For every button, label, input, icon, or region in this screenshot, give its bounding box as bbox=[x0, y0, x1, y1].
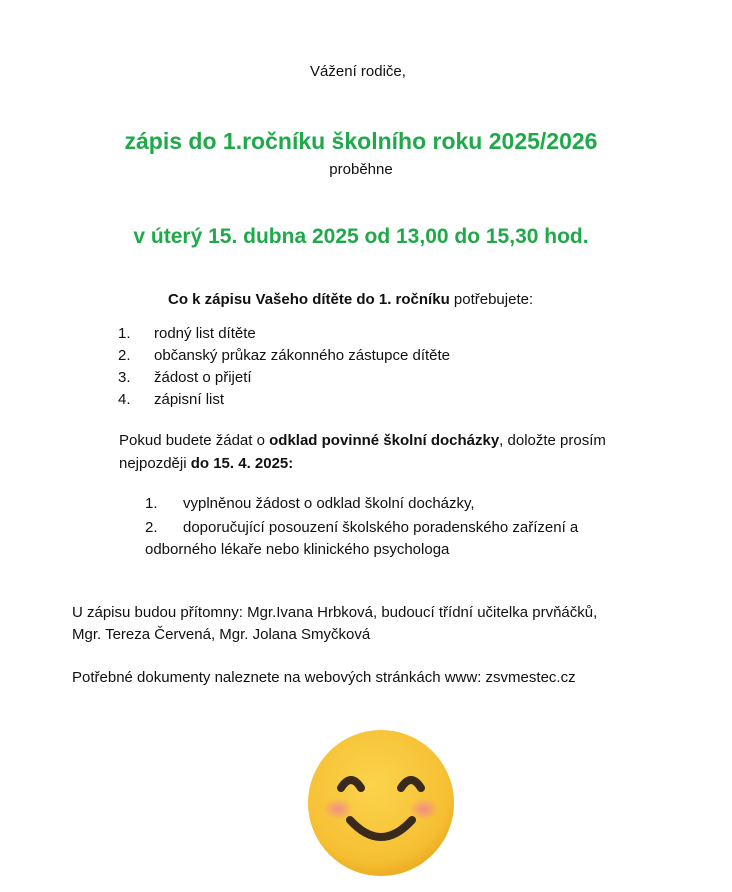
deferral-list-item-continuation: odborného lékaře nebo klinického psychologa bbox=[145, 541, 450, 558]
deferral-paragraph-line1 bbox=[119, 432, 606, 449]
deferral-deadline: do 15. 4. 2025: bbox=[190, 455, 294, 472]
list-number: 1. bbox=[118, 325, 131, 342]
list-text: doporučující posouzení školského poradenského zařízení a bbox=[183, 519, 579, 536]
list-number: 2. bbox=[118, 347, 131, 364]
list-item bbox=[118, 345, 450, 367]
documents-line: Potřebné dokumenty naleznete na webových stránkách www: zsvmestec.cz bbox=[72, 669, 576, 686]
list-item bbox=[118, 389, 450, 411]
list-text: zápisní list bbox=[154, 391, 225, 408]
list-item bbox=[118, 367, 450, 389]
greeting: Vážení rodiče, bbox=[310, 63, 406, 80]
deferral-paragraph-line2 bbox=[119, 455, 293, 472]
attendance-line: U zápisu budou přítomny: Mgr.Ivana Hrbková, budoucí třídní učitelka prvňáčků, bbox=[72, 604, 598, 621]
list-number: 1. bbox=[145, 495, 158, 512]
deferral-post: , doložte prosím bbox=[499, 432, 606, 449]
list-number: 4. bbox=[118, 391, 131, 408]
list-text: občanský průkaz zákonného zástupce dítěte bbox=[154, 347, 451, 364]
deferral-list-item bbox=[145, 495, 475, 512]
list-text: žádost o přijetí bbox=[154, 369, 252, 386]
deferral-bold: odklad povinné školní docházky bbox=[269, 432, 500, 449]
list-text: vyplněnou žádost o odklad školní docházky, bbox=[183, 495, 475, 512]
attendance-line: Mgr. Tereza Červená, Mgr. Jolana Smyčková bbox=[72, 626, 371, 643]
announcement-subtitle: proběhne bbox=[329, 161, 393, 178]
smiling-face-icon bbox=[306, 728, 456, 878]
needs-intro-bold: Co k zápisu Vašeho dítěte do 1. ročníku bbox=[168, 291, 450, 308]
deferral-list-item bbox=[145, 519, 578, 536]
deferral-pre: Pokud budete žádat o bbox=[119, 432, 270, 449]
list-item bbox=[118, 323, 450, 345]
list-number: 2. bbox=[145, 519, 158, 536]
enrollment-date: v úterý 15. dubna 2025 od 13,00 do 15,30 hod. bbox=[133, 225, 589, 248]
needs-list bbox=[118, 323, 450, 411]
needs-intro-rest: potřebujete: bbox=[449, 291, 534, 308]
needs-intro bbox=[168, 291, 533, 308]
deferral-line2-pre: nejpozději bbox=[119, 455, 191, 472]
list-text: rodný list dítěte bbox=[154, 325, 256, 342]
announcement-title: zápis do 1.ročníku školního roku 2025/2026 bbox=[124, 128, 598, 154]
list-number: 3. bbox=[118, 369, 131, 386]
